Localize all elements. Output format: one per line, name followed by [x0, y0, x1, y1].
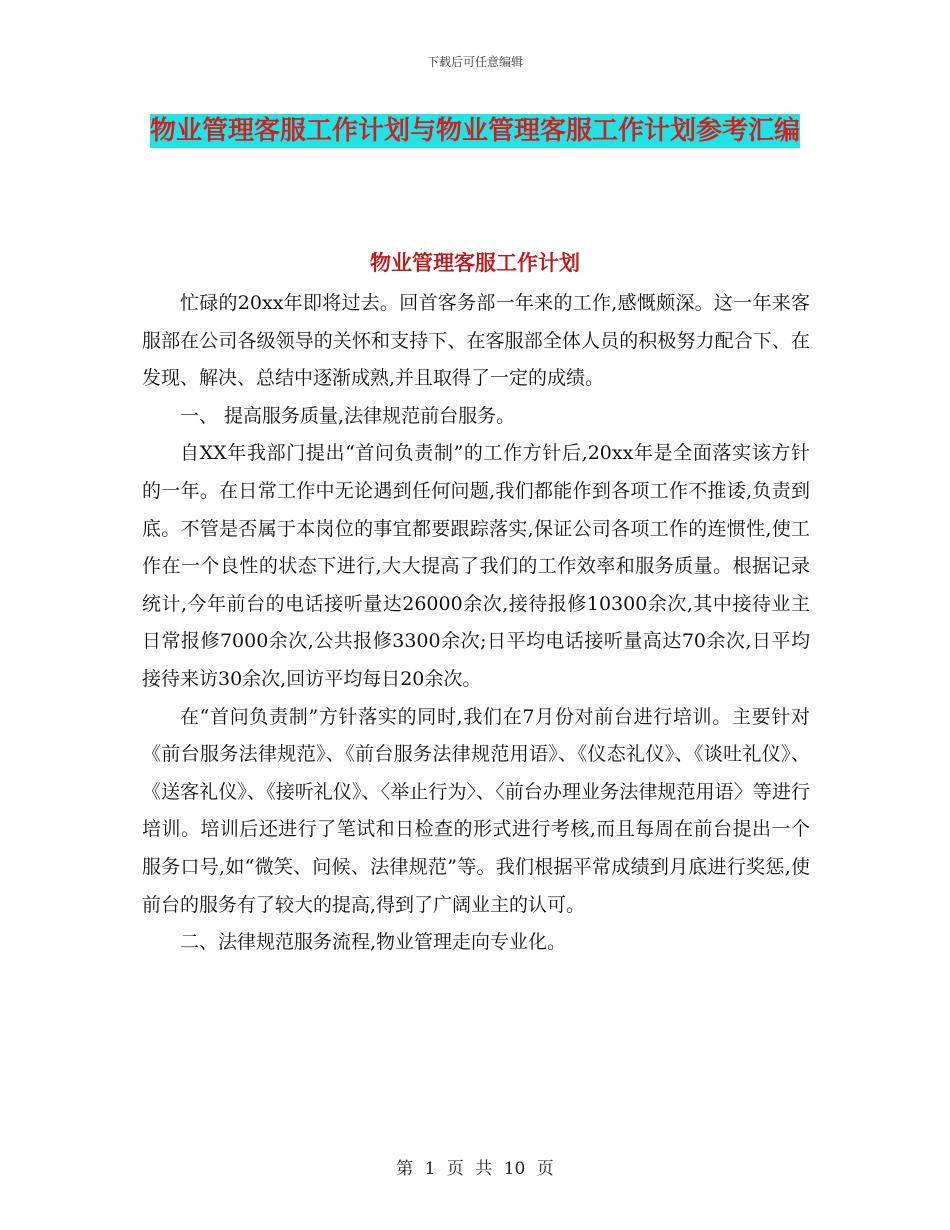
paragraph-heading-2: 二、法律规范服务流程,物业管理走向专业化。 — [180, 931, 567, 954]
paragraph-heading-1: 一、 提高服务质量,法律规范前台服务。 — [180, 404, 516, 427]
document-body — [142, 285, 810, 962]
document-title-text: 物业管理客服工作计划与物业管理客服工作计划参考汇编 — [149, 116, 800, 146]
paragraph-responsibility: 自XX年我部门提出“首问负责制”的工作方针后,20xx年是全面落实该方针的一年。在日常工作中无论遇到任何问题,我们都能作到各项工作不推诿,负责到底。不管是否属于本岗位的事宜都要跟踪落实,保证公司各项工作的连惯性,使工作在一个良性的状态下进行,大大提高了我们的工作效率和服务质量。根据记录统计,今年前台的电话接听量达26000余次,接待报修10300余次,其中接待业主日常报修7000余次,公共报修3300余次;日平均电话接听量高达70余次,日平均接待来访30余次,回访平均每日20余次。 — [142, 442, 810, 690]
page-number: 第 1 页 共 10 页 — [396, 1159, 554, 1179]
document-title — [140, 108, 810, 154]
paragraph-training: 在“首问负责制”方针落实的同时,我们在7月份对前台进行培训。主要针对《前台服务法律规范》、《前台服务法律规范用语》、《仪态礼仪》、《谈吐礼仪》、《送客礼仪》、《接听礼仪》、〈举止行为〉、〈前台办理业务法律规范用语〉等进行培训。培训后还进行了笔试和日检查的形式进行考核,而且每周在前台提出一个服务口号,如“微笑、问候、法律规范”等。我们根据平常成绩到月底进行奖惩,使前台的服务有了较大的提高,得到了广阔业主的认可。 — [142, 705, 810, 916]
section-title: 物业管理客服工作计划 — [370, 250, 580, 275]
header-note: 下载后可任意编辑 — [426, 55, 523, 69]
paragraph-intro: 忙碌的20xx年即将过去。回首客务部一年来的工作,感慨颇深。这一年来客服部在公司各级领导的关怀和支持下、在客服部全体人员的积极努力配合下、在发现、解决、总结中逐渐成熟,并且取得了一定的成绩。 — [142, 292, 810, 390]
